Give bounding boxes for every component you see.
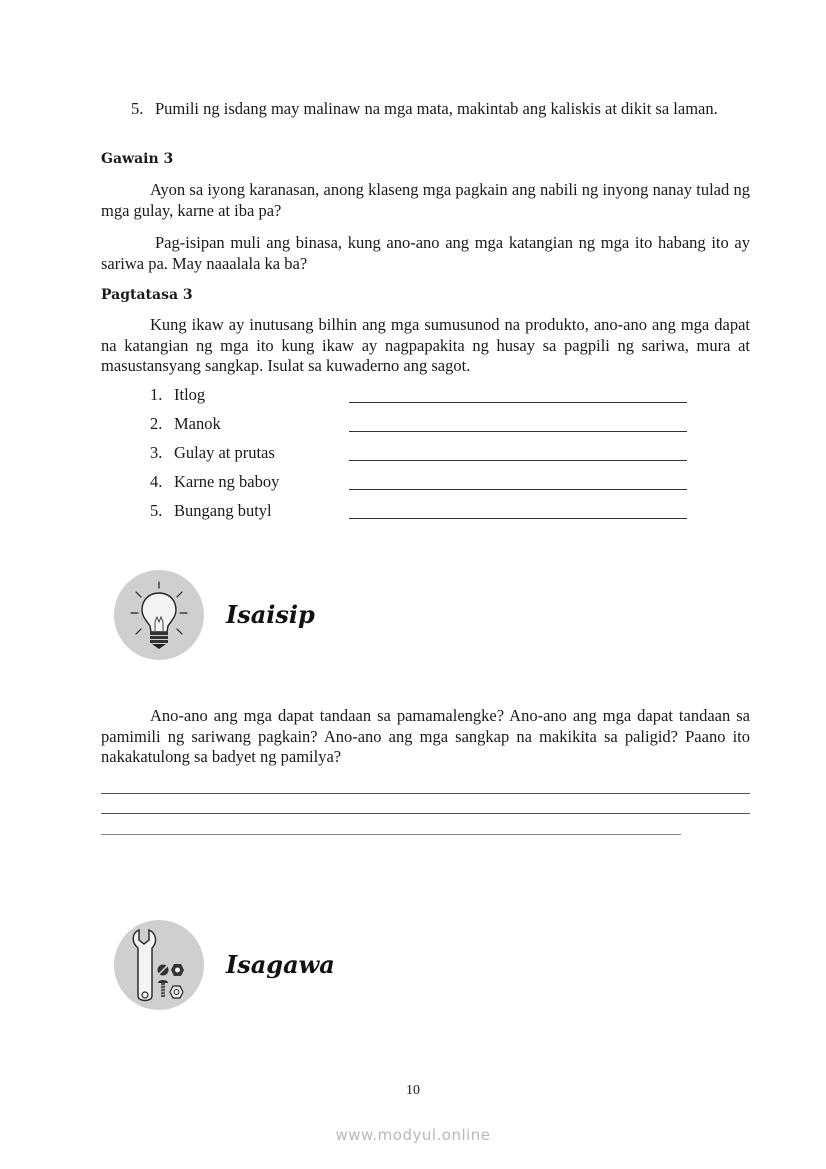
item-number: 1. <box>150 385 163 404</box>
item-number: 3. <box>150 443 163 462</box>
answer-line-2[interactable] <box>349 431 687 432</box>
isaisip-paragraph: Ano-ano ang mga dapat tandaan sa pamamalengke? Ano-ano ang mga dapat tandaan sa pamimili ng sariwang pagkain? Ano-ano ang mga sangkap na makikita sa paligid? Paano ito nakakatulong sa badyet ng pamilya? <box>101 706 750 766</box>
watermark: www.modyul.online <box>335 1126 491 1144</box>
list-item-manok <box>150 414 221 434</box>
list-item-karne-ng-baboy <box>150 472 279 492</box>
item-label: Bungang butyl <box>174 501 272 520</box>
pagtatasa-3-heading: Pagtatasa 3 <box>101 287 193 303</box>
wrench-tools-icon <box>114 920 204 1010</box>
item-label: Manok <box>174 414 221 433</box>
answer-line-4[interactable] <box>349 489 687 490</box>
item-number: 2. <box>150 414 163 433</box>
isaisip-answer-line-1[interactable] <box>101 793 750 794</box>
previous-list-item <box>131 99 751 119</box>
pagtatasa-3-paragraph: Kung ikaw ay inutusang bilhin ang mga sumusunod na produkto, ano-ano ang mga dapat na katangian ng mga ito kung ikaw ay nagpapakita ng husay sa pagpili ng sariwa, mura at masustansyang sangkap. Isulat sa kuwaderno ang sagot. <box>101 315 750 375</box>
item-number: 5. <box>150 501 163 520</box>
list-number: 5. <box>131 99 144 118</box>
list-text: Pumili ng isdang may malinaw na mga mata, makintab ang kaliskis at dikit sa laman. <box>155 99 718 118</box>
list-item-bungang-butyl <box>150 501 272 521</box>
list-item-itlog <box>150 385 205 405</box>
page-number: 10 <box>406 1083 420 1098</box>
isaisip-title: Isaisip <box>226 600 315 629</box>
item-label: Itlog <box>174 385 206 404</box>
item-number: 4. <box>150 472 163 491</box>
gawain-3-paragraph-1: Ayon sa iyong karanasan, anong klaseng mga pagkain ang nabili ng inyong nanay tulad ng mga gulay, karne at iba pa? <box>101 180 750 220</box>
list-item-gulay-at-prutas <box>150 443 275 463</box>
lightbulb-icon <box>114 570 204 660</box>
answer-line-5[interactable] <box>349 518 687 519</box>
item-label: Gulay at prutas <box>174 443 275 462</box>
answer-line-1[interactable] <box>349 402 687 403</box>
gawain-3-heading: Gawain 3 <box>101 151 174 167</box>
gawain-3-paragraph-2: Pag-isipan muli ang binasa, kung ano-ano ang mga katangian ng mga ito habang ito ay sariwa pa. May naaalala ka ba? <box>101 233 750 273</box>
item-label: Karne ng baboy <box>174 472 280 491</box>
isagawa-title: Isagawa <box>226 950 335 979</box>
isaisip-answer-line-2[interactable] <box>101 813 750 814</box>
answer-line-3[interactable] <box>349 460 687 461</box>
isaisip-answer-line-3[interactable] <box>101 834 681 835</box>
